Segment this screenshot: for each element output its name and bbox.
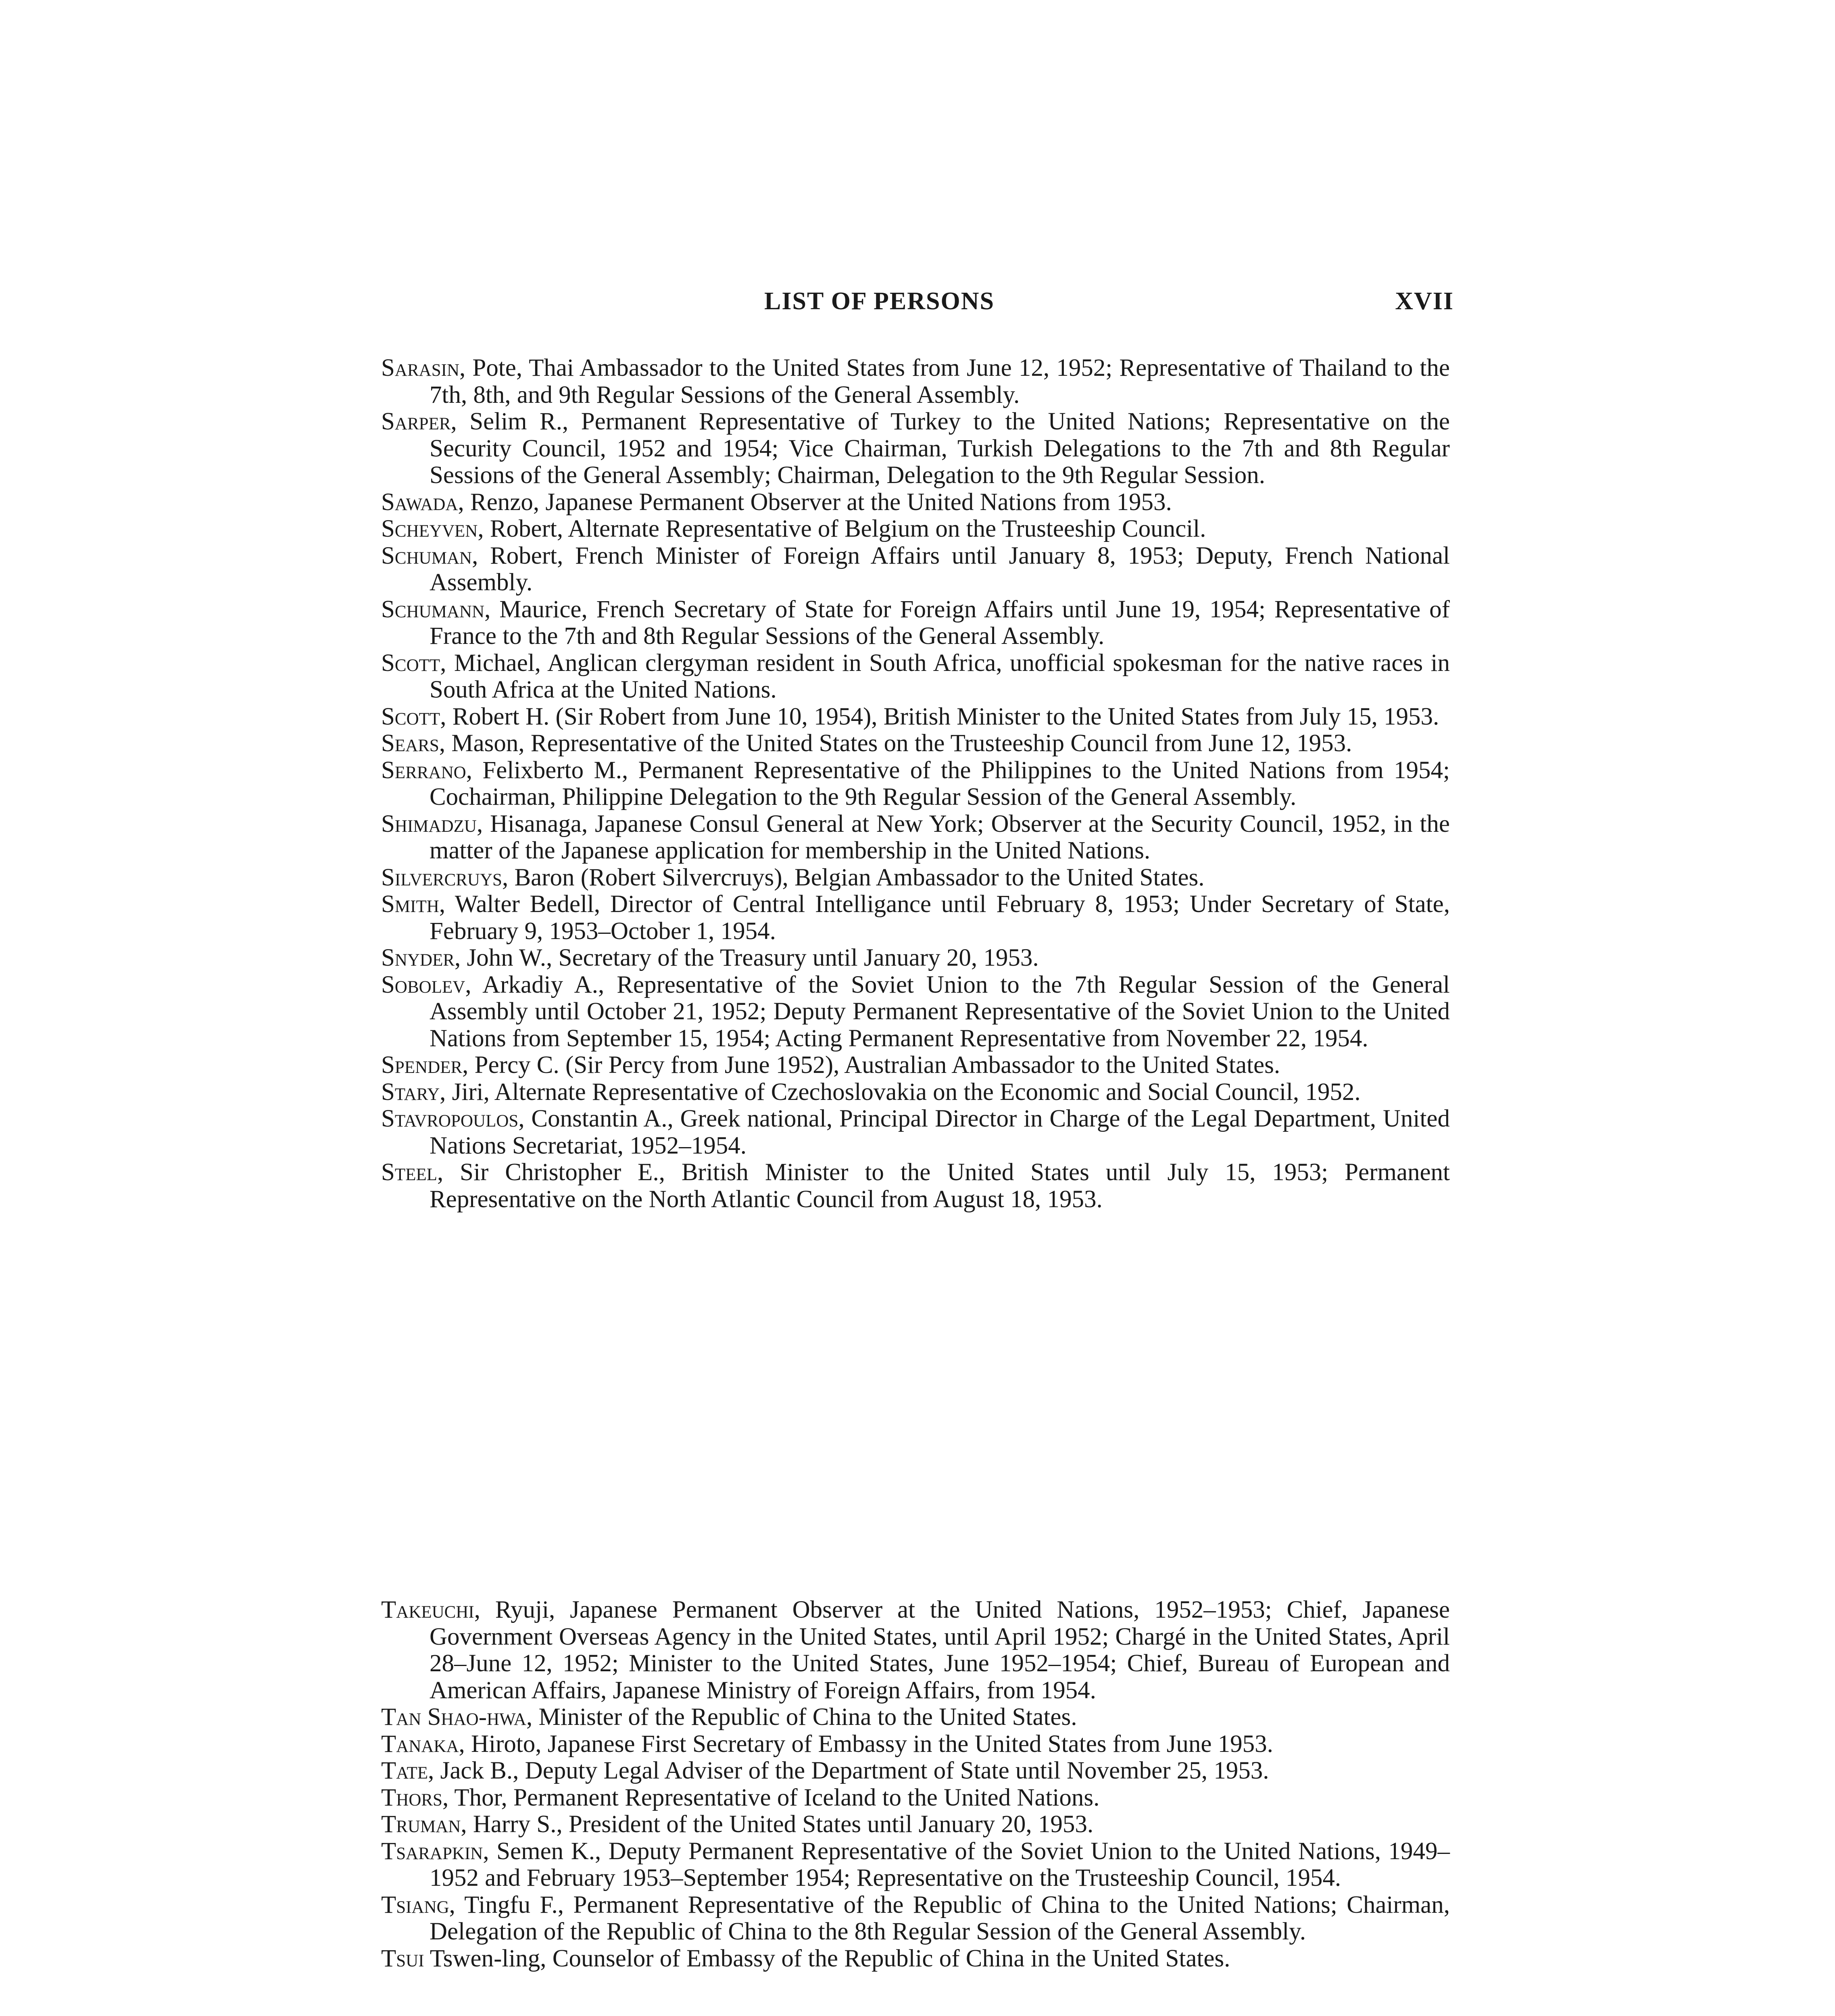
entry-surname: Schumann <box>381 596 485 623</box>
entry-text: , Minister of the Republic of China to the United States. <box>526 1704 1077 1731</box>
list-item <box>381 1704 1450 1731</box>
entry-text: , Sir Christopher E., British Minister to the United States until July 15, 1953; Permanent Representative on the North Atlantic Council from August 18, 1953. <box>430 1159 1450 1213</box>
entry-surname: Serrano <box>381 756 466 784</box>
entry-text: , Jiri, Alternate Representative of Czechoslovakia on the Economic and Social Council, 1952. <box>440 1078 1361 1106</box>
entry-text: , Tingfu F., Permanent Representative of the Republic of China to the United Nations; Chairman, Delegation of the Republic of China to the 8th Regular Session of the General Assembly. <box>430 1891 1450 1945</box>
list-item <box>381 1758 1450 1785</box>
entry-text: , Thor, Permanent Representative of Iceland to the United Nations. <box>442 1784 1100 1811</box>
list-item <box>381 516 1450 543</box>
entries-list-t <box>381 1597 1450 1972</box>
entry-surname: Scheyven <box>381 515 478 542</box>
entry-text: Tswen-ling, Counselor of Embassy of the Republic of China in the United States. <box>424 1945 1230 1972</box>
list-item <box>381 1731 1450 1758</box>
list-item <box>381 1785 1450 1812</box>
entry-text: , Hisanaga, Japanese Consul General at New York; Observer at the Security Council, 1952, in the matter of the Japanese application for membership in the United Nations. <box>430 810 1450 864</box>
entry-text: , Semen K., Deputy Permanent Representative of the Soviet Union to the United Nations, 1949–1952 and February 1953–September 1954; Representative on the Trusteeship Council, 1954. <box>430 1837 1450 1891</box>
entry-surname: Steel <box>381 1159 437 1186</box>
list-item <box>381 811 1450 864</box>
entry-surname: Sarper <box>381 408 451 435</box>
entry-surname: Smith <box>381 891 439 918</box>
entry-text: , Arkadiy A., Representative of the Soviet Union to the 7th Regular Session of the General Assembly until October 21, 1952; Deputy Permanent Representative of the Soviet Union to the United Nations from September 15, 1954; Acting Permanent Representative from November 22, 1954. <box>430 971 1450 1052</box>
list-item <box>381 1945 1450 1972</box>
list-item <box>381 891 1450 945</box>
entry-surname: Tate <box>381 1757 428 1784</box>
entry-surname: Tsui <box>381 1945 424 1972</box>
list-item <box>381 757 1450 811</box>
list-item <box>381 972 1450 1052</box>
entry-text: , Ryuji, Japanese Permanent Observer at the United Nations, 1952–1953; Chief, Japanese Government Overseas Agency in the United States, until April 1952; Chargé in the United States, April 28–June 12, 1952; Minister to the United States, June 1952–1954; Chief, Bureau of European and American Affairs, Japanese Ministry of Foreign Affairs, from 1954. <box>430 1596 1450 1704</box>
running-title: LIST OF PERSONS <box>764 287 995 315</box>
list-item <box>381 650 1450 704</box>
list-item <box>381 1159 1450 1213</box>
list-item <box>381 1811 1450 1838</box>
list-item <box>381 596 1450 650</box>
entry-surname: Snyder <box>381 944 455 971</box>
list-item <box>381 355 1450 408</box>
entry-surname: Schuman <box>381 542 472 569</box>
entry-surname: Sarasin <box>381 354 459 381</box>
entry-surname: Tsarapkin <box>381 1837 483 1865</box>
entry-surname: Spender <box>381 1052 463 1079</box>
entry-text: , Pote, Thai Ambassador to the United States from June 12, 1952; Representative of Thailand to the 7th, 8th, and 9th Regular Sessions of the General Assembly. <box>430 354 1450 408</box>
entry-surname: Truman <box>381 1811 461 1838</box>
entry-text: , Robert H. (Sir Robert from June 10, 1954), British Minister to the United States from July 15, 1953. <box>440 703 1439 730</box>
entry-text: , Mason, Representative of the United States on the Trusteeship Council from June 12, 1953. <box>439 730 1352 757</box>
entry-surname: Takeuchi <box>381 1596 474 1623</box>
entry-text: , Hiroto, Japanese First Secretary of Embassy in the United States from June 1953. <box>459 1730 1273 1758</box>
entry-text: , Baron (Robert Silvercruys), Belgian Ambassador to the United States. <box>502 864 1205 891</box>
entry-text: , Constantin A., Greek national, Principal Director in Charge of the Legal Department, United Nations Secretariat, 1952–1954. <box>430 1105 1450 1159</box>
page-header <box>385 287 1454 319</box>
entry-text: , Maurice, French Secretary of State for Foreign Affairs until June 19, 1954; Representative of France to the 7th and 8th Regular Sessions of the General Assembly. <box>430 596 1450 650</box>
entries-list-s <box>381 355 1450 1213</box>
list-item <box>381 543 1450 596</box>
entry-surname: Stary <box>381 1078 440 1106</box>
entry-surname: Thors <box>381 1784 442 1811</box>
entry-surname: Tan Shao-hwa <box>381 1704 526 1731</box>
entry-surname: Tanaka <box>381 1730 459 1758</box>
entry-text: , Felixberto M., Permanent Representative of the Philippines to the United Nations from 1954; Cochairman, Philippine Delegation to the 9th Regular Session of the General Assembly. <box>430 756 1450 810</box>
list-item <box>381 730 1450 757</box>
entry-text: , Selim R., Permanent Representative of Turkey to the United Nations; Representative on the Security Council, 1952 and 1954; Vice Chairman, Turkish Delegations to the 7th and 8th Regular Sessions of the General Assembly; Chairman, Delegation to the 9th Regular Session. <box>430 408 1450 489</box>
page-number: XVII <box>1395 287 1454 315</box>
list-item <box>381 864 1450 891</box>
entry-text: , Harry S., President of the United States until January 20, 1953. <box>461 1811 1094 1838</box>
entry-surname: Scott <box>381 703 440 730</box>
entry-text: , Renzo, Japanese Permanent Observer at the United Nations from 1953. <box>458 488 1172 516</box>
list-item <box>381 704 1450 731</box>
entry-surname: Sobolev <box>381 971 465 998</box>
entry-text: , Robert, French Minister of Foreign Affairs until January 8, 1953; Deputy, French National Assembly. <box>430 542 1450 596</box>
entry-text: , Jack B., Deputy Legal Adviser of the Department of State until November 25, 1953. <box>428 1757 1269 1784</box>
list-item <box>381 1838 1450 1892</box>
entry-surname: Tsiang <box>381 1891 449 1918</box>
entry-surname: Stavropoulos <box>381 1105 519 1132</box>
entry-surname: Sawada <box>381 488 458 516</box>
entry-surname: Sears <box>381 730 439 757</box>
entry-text: , Robert, Alternate Representative of Belgium on the Trusteeship Council. <box>478 515 1206 542</box>
entry-surname: Scott <box>381 649 440 677</box>
list-item <box>381 489 1450 516</box>
list-item <box>381 945 1450 972</box>
entry-text: , Percy C. (Sir Percy from June 1952), Australian Ambassador to the United States. <box>462 1052 1280 1079</box>
entry-text: , Michael, Anglican clergyman resident in South Africa, unofficial spokesman for the native races in South Africa at the United Nations. <box>430 649 1450 703</box>
list-item <box>381 408 1450 489</box>
list-item <box>381 1079 1450 1106</box>
list-item <box>381 1597 1450 1704</box>
list-item <box>381 1052 1450 1079</box>
entry-text: , John W., Secretary of the Treasury until January 20, 1953. <box>455 944 1039 971</box>
list-item <box>381 1106 1450 1159</box>
entry-surname: Shimadzu <box>381 810 477 837</box>
entry-surname: Silvercruys <box>381 864 502 891</box>
entry-text: , Walter Bedell, Director of Central Intelligance until February 8, 1953; Under Secretary of State, February 9, 1953–October 1, 1954. <box>430 891 1450 945</box>
list-item <box>381 1892 1450 1945</box>
